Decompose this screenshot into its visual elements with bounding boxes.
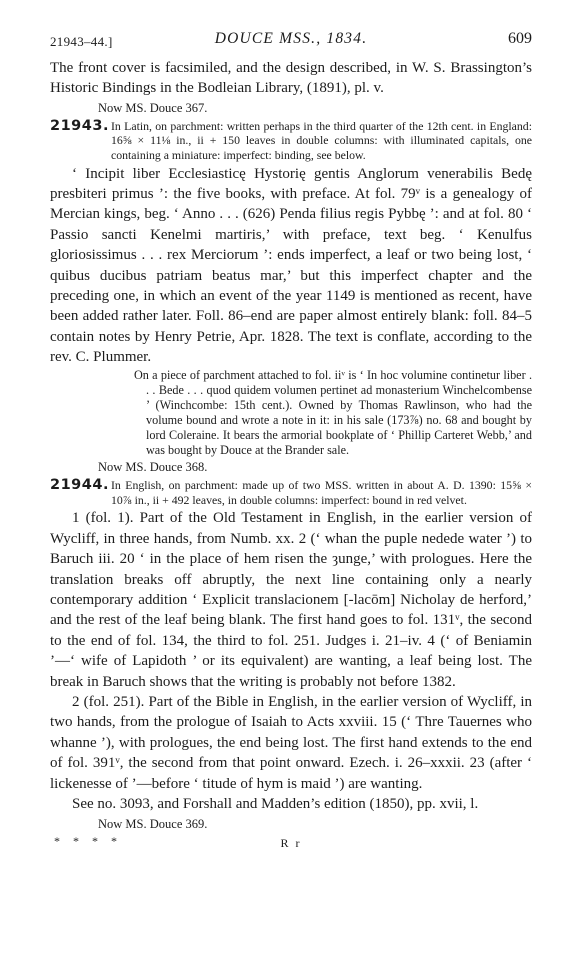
entry-21943-text: ‘ Incipit liber Ecclesiasticę Hystorię gentis Anglorum venerabilis Bedę presbiteri primus ’: the five books, with preface. At fol. 79ᵛ is a genealogy of Mercian kings, beg. ‘ Anno . . . (626) Penda filius regis Pybbę ’: and at fol. 80 ‘ Passio sancti Kenelmi martiris,’ with preface, text beg. ‘ Kenulfus gloriosissimus . . . rex Merciorum ’: ends imperfect, a leaf or two being lost, ‘ quibus ducibus patriam beatus mar,’ but this imperfect chapter and the preceding one, in which an event of the year 1149 is mentioned as recent, have been added rather later. Foll. 86–end are paper almost entirely blank: foll. 84–5 contain notes by Henry Petrie, Apr. 1828. The text is conflate, according to the rev. C. Plummer.: [50, 165, 532, 366]
header-range: 21943–44.]: [50, 34, 113, 49]
entry-21943: [50, 119, 532, 475]
entry-21944: [50, 478, 532, 831]
entry-21944-desc-text: In English, on parchment: made up of two MSS. written in about A. D. 1390: 15⅝ × 10⅞ in., ii + 492 leaves, in double columns: imperfect: bound in red velvet.: [111, 478, 532, 507]
signature-mark: R r: [280, 835, 302, 850]
shelfmark-368: Now MS. Douce 368.: [98, 460, 208, 475]
entry-21944-number: 21944.: [50, 477, 109, 494]
entry-21944-part-2: 2 (fol. 251). Part of the Bible in English, in the earlier version of Wycliff, in two hands, from the prologue of Isaiah to Acts xxviii. 15 (‘ Thre Tauernes who whanne ’), with prologues, the end being lost. The first hand extends to the end of fol. 391ᵛ, the second from that point onward. Ezech. i. 26–xxxii. 23 (after ‘ lickenesse of ’—before ‘ titude of hym is maid ’) are wanting.: [50, 694, 532, 792]
page-footer: [50, 834, 532, 860]
header-title: DOUCE MSS., 1834.: [214, 30, 368, 47]
entry-21943-desc-text: In Latin, on parchment: written perhaps in the third quarter of the 12th cent. in England: 16⅝ × 11⅛ in., ii + 150 leaves in double columns: with illuminated capitals, one containing a miniature: imperfect: binding, see below.: [111, 118, 532, 162]
page-number: 609: [508, 30, 532, 47]
shelfmark-367: Now MS. Douce 367.: [98, 100, 208, 115]
footer-asterisks: * * * *: [54, 833, 122, 848]
entry-21943-description: [50, 119, 532, 163]
entry-21944-part-1: 1 (fol. 1). Part of the Old Testament in English, in the earlier version of Wycliff, in three hands, from Numb. xx. 2 (‘ whan the puple nedede water ’) to Baruch iii. 20 ‘ in the place of hem risen the ȝunge,’ with prologues. Here the translation breaks off abruptly, the next line containing only a nearly contemporary addition ‘ Explicit translacionem [-lacōm] Nicholay de herford,’ and the rest of the leaf being blank. The first hand goes to fol. 131ᵛ, the second to the end of fol. 134, the third to fol. 251. Judges i. 21–iv. 4 (‘ of Beniamin ’—‘ wife of Lapidoth ’ or its equivalent) are wanting, a leaf being lost. The break in Baruch shows that the writing is probably not before 1382.: [50, 510, 532, 690]
entry-21944-see: See no. 3093, and Forshall and Madden’s edition (1850), pp. xvii, l.: [72, 796, 479, 813]
intro-paragraph: The front cover is facsimiled, and the design described, in W. S. Brassington’s Historic Bindings in the Bodleian Library, (1891), pl. v.: [50, 60, 532, 97]
entry-21943-number: 21943.: [50, 117, 109, 134]
shelfmark-369: Now MS. Douce 369.: [98, 816, 208, 831]
entry-21943-note: On a piece of parchment attached to fol. iiᵛ is ‘ In hoc volumine continetur liber . . . Bede . . . quod quidem volumen pertinet ad monasterium Winchelcombense ’ (Winchcombe: 15th cent.). Owned by Thomas Rawlinson, who had the volume bound and wrote a note in it: in his sale (173⅞) no. 68 and bought by lord Coleraine. It bears the armorial bookplate of ‘ Phillip Carteret Webb,’ and was bought by Douce at the Brander sale.: [134, 367, 532, 458]
entry-21944-description: [50, 478, 532, 507]
running-header: [50, 28, 532, 50]
